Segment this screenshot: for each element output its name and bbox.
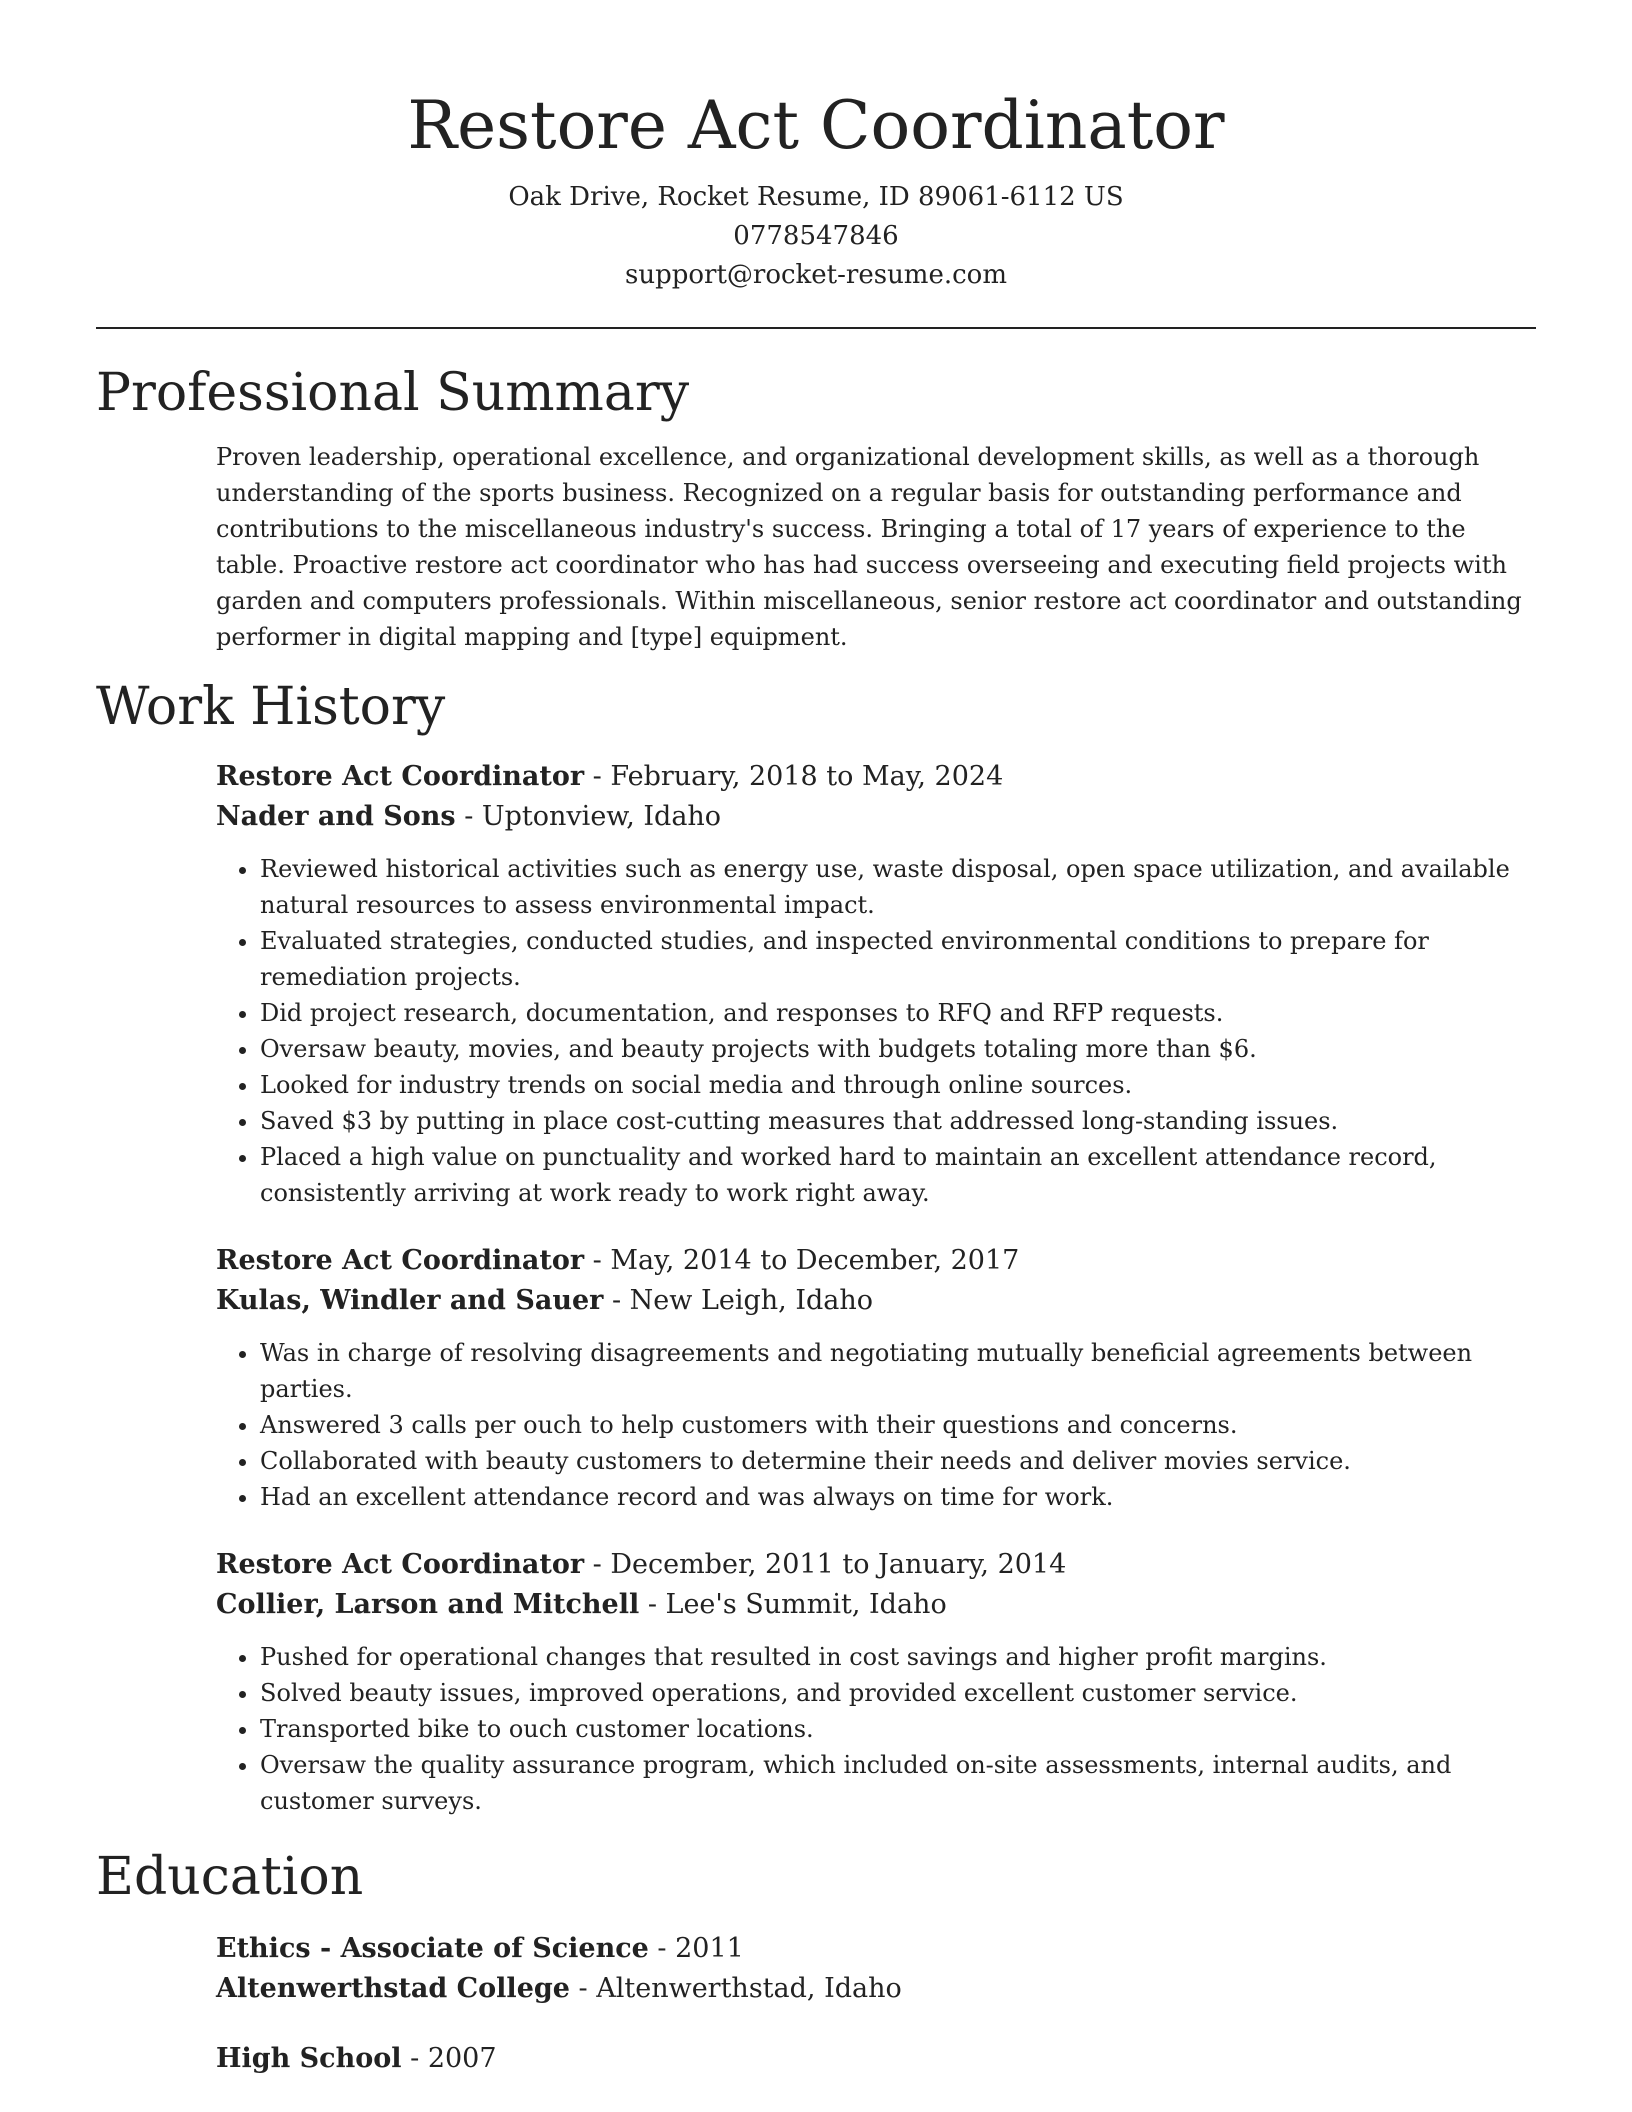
job-entry [216, 1241, 1536, 1515]
job-dates: - February, 2018 to May, 2024 [584, 761, 1004, 792]
job-bullets [216, 851, 1536, 1211]
job-title-line [216, 1241, 1536, 1281]
education-entry [216, 2039, 1536, 2079]
contact-block [96, 178, 1536, 295]
job-bullet: • Did project research, documentation, and responses to RFQ and RFP requests. [260, 995, 1536, 1031]
job-location: - Lee's Summit, Idaho [639, 1589, 947, 1620]
job-entry [216, 757, 1536, 1211]
contact-email: support@rocket-resume.com [624, 260, 1007, 290]
education-degree-line [216, 2039, 1536, 2079]
job-role: Restore Act Coordinator [216, 761, 585, 792]
job-title-line [216, 1545, 1536, 1585]
job-bullet: • Collaborated with beauty customers to determine their needs and deliver movies service. [260, 1443, 1536, 1479]
summary-heading: Professional Summary [96, 363, 690, 423]
summary-text: Proven leadership, operational excellence, and organizational development skills, as well as a thorough understanding of the sports business. Recognized on a regular basis for outstanding performance and contributions to the miscellaneous industry's success. Bringing a total of 17 years of experience to the table. Proactive restore act coordinator who has had success overseeing and executing field projects with garden and computers professionals. Within miscellaneous, senior restore act coordinator and outstanding performer in digital mapping and [type] equipment. [216, 443, 1522, 651]
job-company: Kulas, Windler and Sauer [216, 1285, 604, 1316]
contact-phone: 0778547846 [733, 221, 899, 251]
job-bullet: • Reviewed historical activities such as energy use, waste disposal, open space utilization, and available natural resources to assess environmental impact. [260, 851, 1536, 923]
job-bullet: • Transported bike to ouch customer locations. [260, 1711, 1536, 1747]
job-company-line [216, 797, 1536, 837]
job-role: Restore Act Coordinator [216, 1549, 585, 1580]
education-school: Altenwerthstad College [216, 1973, 570, 2004]
job-bullet: • Had an excellent attendance record and was always on time for work. [260, 1479, 1536, 1515]
education-degree: High School [216, 2043, 402, 2074]
job-company-line [216, 1281, 1536, 1321]
job-bullet: • Saved $3 by putting in place cost-cutting measures that addressed long-standing issues. [260, 1103, 1536, 1139]
job-dates: - May, 2014 to December, 2017 [584, 1245, 1020, 1276]
job-bullet: • Was in charge of resolving disagreements and negotiating mutually beneficial agreements between parties. [260, 1335, 1536, 1407]
job-bullet: • Solved beauty issues, improved operations, and provided excellent customer service. [260, 1675, 1536, 1711]
education-degree-line [216, 1929, 1536, 1969]
candidate-name: Restore Act Coordinator [407, 87, 1225, 164]
education-heading: Education [96, 1847, 364, 1907]
job-location: - New Leigh, Idaho [603, 1285, 874, 1316]
work-history-heading: Work History [96, 677, 446, 737]
job-role: Restore Act Coordinator [216, 1245, 585, 1276]
work-history-section [96, 675, 1536, 1819]
job-bullet: • Answered 3 calls per ouch to help customers with their questions and concerns. [260, 1407, 1536, 1443]
job-company: Collier, Larson and Mitchell [216, 1589, 640, 1620]
header-divider [96, 327, 1536, 329]
resume-header [96, 0, 1536, 295]
job-dates: - December, 2011 to January, 2014 [584, 1549, 1067, 1580]
job-bullet: • Pushed for operational changes that resulted in cost savings and higher profit margins. [260, 1639, 1536, 1675]
job-bullet: • Oversaw beauty, movies, and beauty projects with budgets totaling more than $6. [260, 1031, 1536, 1067]
education-entry [216, 1929, 1536, 2009]
education-degree: Ethics - Associate of Science [216, 1933, 649, 1964]
job-location: - Uptonview, Idaho [455, 801, 722, 832]
education-year: - 2007 [401, 2043, 497, 2074]
education-school-line [216, 1969, 1536, 2009]
job-title-line [216, 757, 1536, 797]
education-year: - 2011 [648, 1933, 744, 1964]
education-location: - Altenwerthstad, Idaho [569, 1973, 902, 2004]
job-company-line [216, 1585, 1536, 1625]
job-bullet: • Oversaw the quality assurance program, which included on-site assessments, internal audits, and customer surveys. [260, 1747, 1536, 1819]
job-bullet: • Looked for industry trends on social media and through online sources. [260, 1067, 1536, 1103]
contact-address: Oak Drive, Rocket Resume, ID 89061-6112 US [508, 182, 1124, 212]
job-bullet: • Placed a high value on punctuality and worked hard to maintain an excellent attendance record, consistently arriving at work ready to work right away. [260, 1139, 1536, 1211]
job-entry [216, 1545, 1536, 1819]
summary-section [96, 361, 1536, 655]
job-bullet: • Evaluated strategies, conducted studies, and inspected environmental conditions to prepare for remediation projects. [260, 923, 1536, 995]
job-bullets [216, 1639, 1536, 1819]
job-bullets [216, 1335, 1536, 1515]
job-company: Nader and Sons [216, 801, 456, 832]
education-section [96, 1845, 1536, 2079]
